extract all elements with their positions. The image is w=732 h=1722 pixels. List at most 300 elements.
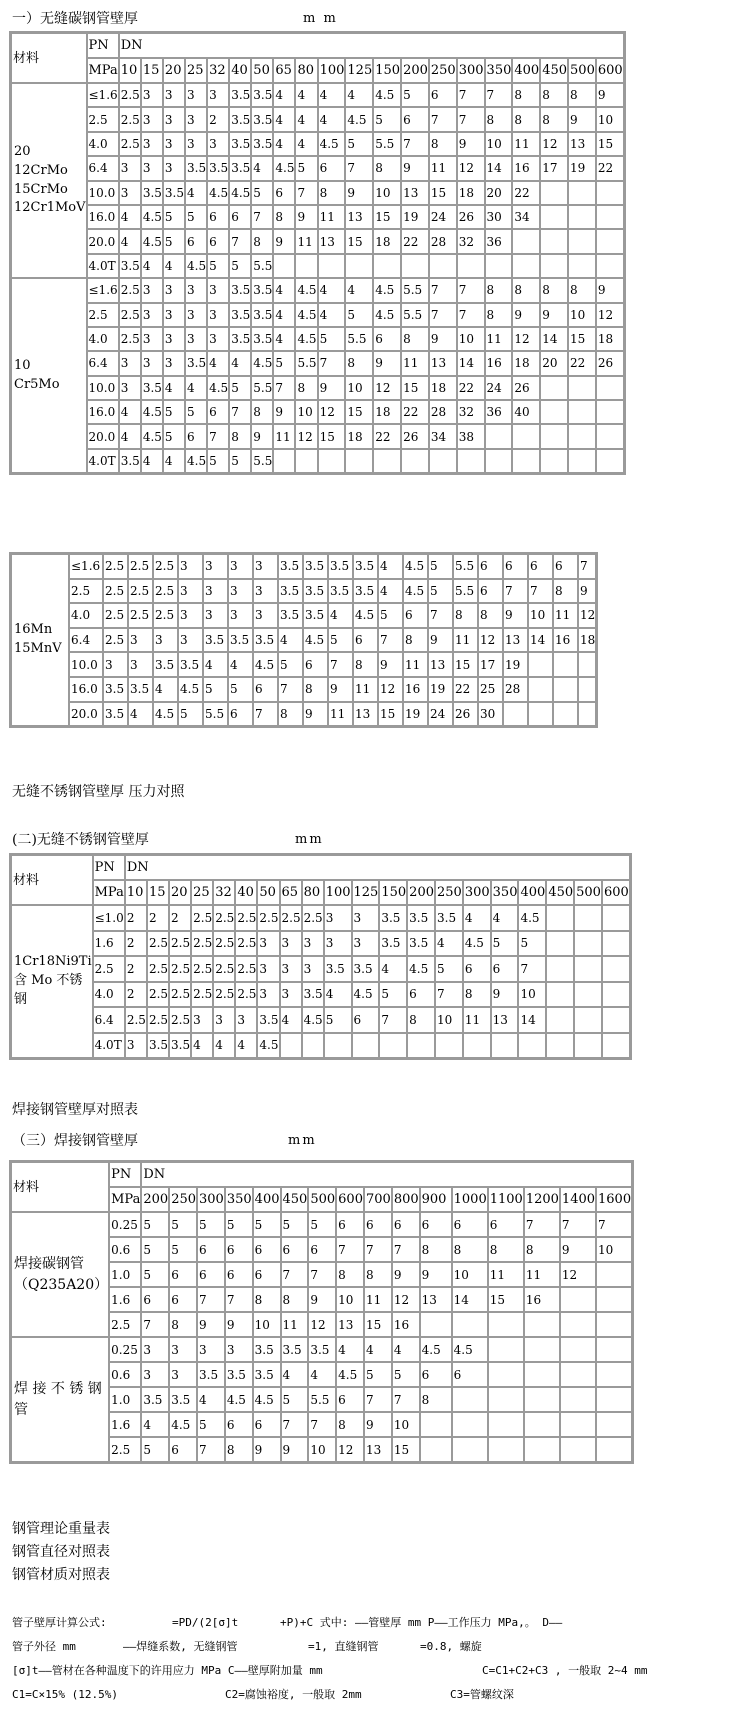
sec2-value-cell: 4 — [324, 982, 352, 1008]
sec1-g0-value-cell: 4.5 — [207, 181, 229, 205]
sec1b-pn-cell: 6.4 — [69, 628, 103, 653]
sec3-g1-value-cell: 8 — [420, 1387, 452, 1412]
sec3-g0-value-cell — [560, 1312, 596, 1337]
sec1-g0-value-cell: 15 — [596, 132, 624, 156]
sec1-dn-value: 15 — [141, 58, 163, 83]
sec2-value-cell: 4.5 — [302, 1007, 324, 1033]
sec3-g0-value-cell — [560, 1287, 596, 1312]
sec1b-value-cell: 6 — [503, 554, 528, 579]
sec1b-value-cell: 3 — [253, 554, 278, 579]
sec1b-value-cell: 3.5 — [353, 579, 378, 604]
sec1-g1-value-cell: 22 — [401, 400, 429, 424]
sec3-g1-value-cell: 5 — [197, 1412, 225, 1437]
sec2-value-cell: 2 — [125, 931, 147, 957]
sec3-g1-value-cell — [488, 1362, 524, 1387]
diameter-table-link[interactable]: 钢管直径对照表 — [12, 1544, 110, 1560]
sec1b-value-cell: 8 — [553, 579, 578, 604]
sec1b-value-cell: 6 — [478, 579, 503, 604]
sec3-dn-value: 500 — [308, 1187, 336, 1212]
sec1-g0-value-cell: 5.5 — [251, 254, 273, 278]
sec1-g0-value-cell: 36 — [485, 229, 513, 253]
sec2-dn-value: 25 — [191, 880, 213, 905]
sec1-g1-value-cell: 2.5 — [119, 278, 141, 302]
sec3-g1-value-cell: 5.5 — [308, 1387, 336, 1412]
sec3-g1-value-cell — [420, 1437, 452, 1462]
sec3-g0-value-cell: 6 — [197, 1237, 225, 1262]
sec3-g1-value-cell: 4 — [197, 1387, 225, 1412]
sec2-value-cell: 7 — [435, 982, 463, 1008]
sec1-g0-value-cell — [540, 205, 568, 229]
sec3-g1-value-cell — [560, 1437, 596, 1462]
sec1-g1-value-cell: 12 — [596, 303, 624, 327]
sec1-g0-value-cell: 4 — [273, 107, 295, 131]
sec1b-value-cell: 11 — [553, 603, 578, 628]
sec3-dn-value: 700 — [364, 1187, 392, 1212]
sec1-g1-value-cell: 32 — [457, 400, 485, 424]
sec1-g0-value-cell: 4.5 — [373, 83, 401, 107]
sec2-value-cell: 2.5 — [235, 931, 257, 957]
sec1-g1-value-cell: 3.5 — [229, 327, 251, 351]
sec1-g0-pn-cell: 4.0 — [87, 132, 119, 156]
sec1b-value-cell: 3 — [203, 579, 228, 604]
sec1-g0-value-cell: 3 — [163, 156, 185, 180]
sec1-g1-value-cell: 9 — [318, 376, 346, 400]
sec1-g1-value-cell — [568, 400, 596, 424]
sec1b-value-cell: 2.5 — [153, 603, 178, 628]
sec1b-value-cell: 19 — [503, 652, 528, 677]
sec1b-value-cell: 4.5 — [403, 554, 428, 579]
sec1-g0-value-cell: 4.5 — [273, 156, 295, 180]
sec1-g1-material-cell: 10 Cr5Mo — [11, 278, 87, 473]
sec3-g0-value-cell: 5 — [169, 1212, 197, 1237]
sec1-g1-value-cell: 4 — [273, 327, 295, 351]
sec2-value-cell: 2.5 — [169, 982, 191, 1008]
sec1-g0-value-cell: 9 — [273, 229, 295, 253]
sec2-value-cell: 3.5 — [435, 905, 463, 931]
sec1-g0-value-cell: 4.5 — [141, 229, 163, 253]
sec1-dn-value: 150 — [373, 58, 401, 83]
sec1-g0-pn-cell: ≤1.6 — [87, 83, 119, 107]
sec1b-value-cell: 15 — [453, 652, 478, 677]
sec1-g1-value-cell: 10 — [457, 327, 485, 351]
sec2-value-cell — [280, 1033, 302, 1059]
sec3-dn-value: 450 — [281, 1187, 309, 1212]
sec1-g1-value-cell: 4.5 — [185, 449, 207, 473]
table-row — [11, 603, 596, 628]
sec1b-value-cell: 19 — [403, 702, 428, 727]
sec3-g0-value-cell — [488, 1312, 524, 1337]
sec2-mpa-label: MPa — [93, 880, 125, 905]
stainless-steel-table — [9, 853, 632, 1060]
sec3-dn-value: 1000 — [452, 1187, 488, 1212]
sec1-g1-value-cell: 15 — [318, 424, 346, 448]
sec1b-value-cell: 6 — [403, 603, 428, 628]
sec3-g1-value-cell: 3 — [225, 1337, 253, 1362]
sec3-g1-value-cell — [452, 1387, 488, 1412]
sec1b-value-cell: 3 — [228, 603, 253, 628]
sec1-dn-label: DN — [119, 33, 624, 58]
sec3-g0-value-cell: 16 — [524, 1287, 560, 1312]
sec1-g1-value-cell: 4 — [273, 278, 295, 302]
sec1-g1-value-cell: 7 — [457, 278, 485, 302]
sec3-g1-pn-cell: 1.6 — [109, 1412, 141, 1437]
sec1-g1-value-cell: 4 — [207, 351, 229, 375]
formula-line3a: [σ]t——管材在各种温度下的许用应力 MPa C——壁厚附加量 mm — [12, 1664, 323, 1677]
sec3-g0-value-cell: 6 — [169, 1262, 197, 1287]
sec1-g0-value-cell: 20 — [485, 181, 513, 205]
table-row — [11, 400, 624, 424]
sec3-g1-value-cell — [524, 1412, 560, 1437]
sec1b-value-cell: 2.5 — [103, 628, 128, 653]
sec2-value-cell — [574, 1033, 602, 1059]
sec3-g0-value-cell: 6 — [336, 1212, 364, 1237]
sec1-g0-value-cell: 4 — [251, 156, 273, 180]
sec1-g1-value-cell: 4 — [163, 449, 185, 473]
sec2-value-cell — [546, 931, 574, 957]
sec3-g1-pn-cell: 2.5 — [109, 1437, 141, 1462]
sec2-value-cell: 7 — [379, 1007, 407, 1033]
sec2-value-cell: 2 — [147, 905, 169, 931]
sec3-g1-value-cell — [452, 1437, 488, 1462]
sec1-g0-value-cell: 3.5 — [207, 156, 229, 180]
sec2-value-cell — [407, 1033, 435, 1059]
sec1-g1-value-cell: 5.5 — [251, 449, 273, 473]
sec1-g0-value-cell: 3 — [119, 181, 141, 205]
sec1-g1-value-cell: 13 — [429, 351, 457, 375]
sec2-dn-value: 40 — [235, 880, 257, 905]
sec2-dn-label: DN — [125, 855, 630, 880]
sec1-g0-value-cell: 7 — [251, 205, 273, 229]
sec1-g0-value-cell: 2.5 — [119, 83, 141, 107]
sec3-g0-value-cell: 5 — [225, 1212, 253, 1237]
sec1b-value-cell: 4.5 — [178, 677, 203, 702]
sec1-g1-value-cell — [373, 449, 401, 473]
sec1-g1-value-cell: 5 — [185, 400, 207, 424]
sec1-g0-value-cell: 6 — [401, 107, 429, 131]
sec3-pn-label: PN — [109, 1162, 141, 1187]
sec1-g1-value-cell: 36 — [485, 400, 513, 424]
sec1-g0-value-cell: 8 — [273, 205, 295, 229]
sec1-g0-value-cell: 4.5 — [141, 205, 163, 229]
sec1-g0-value-cell: 3.5 — [251, 83, 273, 107]
sec2-material-label: 材料 — [11, 855, 93, 905]
sec1-g0-value-cell — [318, 254, 346, 278]
sec3-g0-value-cell: 8 — [524, 1237, 560, 1262]
sec2-value-cell: 2.5 — [213, 931, 235, 957]
sec3-g0-pn-cell: 0.25 — [109, 1212, 141, 1237]
stainless-pressure-link[interactable]: 无缝不锈钢管壁厚 压力对照 — [12, 784, 185, 800]
sec2-dn-value: 50 — [257, 880, 279, 905]
sec3-g1-value-cell — [596, 1362, 632, 1387]
sec1-g1-value-cell: 7 — [318, 351, 346, 375]
sec1-g1-value-cell: 3.5 — [251, 303, 273, 327]
sec1-g1-value-cell: 2.5 — [119, 327, 141, 351]
sec1-dn-value: 200 — [401, 58, 429, 83]
sec2-value-cell: 3 — [280, 982, 302, 1008]
sec1b-value-cell — [528, 702, 553, 727]
sec1-g0-value-cell: 5 — [207, 254, 229, 278]
sec3-dn-value: 1400 — [560, 1187, 596, 1212]
sec3-g1-value-cell — [524, 1437, 560, 1462]
sec2-value-cell: 3 — [352, 905, 380, 931]
sec1b-value-cell: 3 — [203, 603, 228, 628]
sec1-g0-value-cell: 2.5 — [119, 132, 141, 156]
sec3-g0-value-cell: 5 — [308, 1212, 336, 1237]
table-row — [11, 424, 624, 448]
sec2-dn-value: 10 — [125, 880, 147, 905]
sec2-value-cell — [574, 931, 602, 957]
sec1-g0-value-cell: 13 — [401, 181, 429, 205]
sec1-g0-value-cell: 6 — [229, 205, 251, 229]
sec1-g1-value-cell: 5.5 — [251, 376, 273, 400]
sec1-g1-value-cell: 4.5 — [295, 303, 317, 327]
sec2-value-cell: 3 — [257, 956, 279, 982]
sec1b-value-cell: 4 — [278, 628, 303, 653]
sec3-g0-value-cell: 9 — [225, 1312, 253, 1337]
sec1-g0-value-cell: 8 — [540, 83, 568, 107]
sec1-g1-value-cell — [512, 424, 540, 448]
sec1-g0-value-cell: 10 — [485, 132, 513, 156]
welded-pipe-link[interactable]: 焊接钢管壁厚对照表 — [12, 1102, 138, 1118]
sec1-g0-value-cell: 22 — [596, 156, 624, 180]
sec1b-value-cell — [553, 677, 578, 702]
sec2-value-cell: 6 — [352, 1007, 380, 1033]
sec1-g0-value-cell: 3 — [185, 83, 207, 107]
sec1-g1-value-cell: 4.5 — [295, 278, 317, 302]
sec3-g0-value-cell: 8 — [169, 1312, 197, 1337]
sec1-g0-value-cell — [596, 181, 624, 205]
sec1-g1-value-cell: 4.5 — [207, 376, 229, 400]
sec2-dn-value: 250 — [435, 880, 463, 905]
sec2-value-cell: 3.5 — [379, 931, 407, 957]
sec1-g0-value-cell: 3.5 — [251, 107, 273, 131]
sec1b-pn-cell: ≤1.6 — [69, 554, 103, 579]
weight-table-link[interactable]: 钢管理论重量表 — [12, 1521, 110, 1537]
sec3-g1-value-cell: 7 — [281, 1412, 309, 1437]
sec3-g0-value-cell: 9 — [420, 1262, 452, 1287]
sec2-value-cell — [379, 1033, 407, 1059]
sec1-g1-value-cell: 15 — [568, 327, 596, 351]
sec2-value-cell: 2.5 — [169, 931, 191, 957]
sec1-g1-value-cell: 18 — [596, 327, 624, 351]
sec3-g1-value-cell: 3 — [141, 1337, 169, 1362]
sec3-g1-value-cell — [560, 1412, 596, 1437]
sec1-g1-value-cell: 4 — [318, 303, 346, 327]
sec1b-value-cell: 7 — [378, 628, 403, 653]
sec1-g0-value-cell: 3 — [141, 83, 163, 107]
sec1-g1-value-cell: 10 — [295, 400, 317, 424]
sec1b-pn-cell: 20.0 — [69, 702, 103, 727]
sec2-value-cell: 3 — [302, 931, 324, 957]
sec2-value-cell: 3.5 — [352, 956, 380, 982]
sec1-g0-pn-cell: 4.0T — [87, 254, 119, 278]
sec1b-value-cell: 9 — [328, 677, 353, 702]
sec1-g0-value-cell: 13 — [318, 229, 346, 253]
sec2-value-cell: 4.5 — [352, 982, 380, 1008]
sec1b-value-cell: 7 — [328, 652, 353, 677]
sec1b-value-cell: 3 — [228, 579, 253, 604]
sec1b-value-cell: 9 — [578, 579, 596, 604]
sec1b-value-cell: 2.5 — [128, 554, 153, 579]
sec1-g1-value-cell: 7 — [429, 278, 457, 302]
sec3-dn-value: 350 — [225, 1187, 253, 1212]
sec1b-value-cell: 5.5 — [453, 554, 478, 579]
sec1-dn-value: 80 — [295, 58, 317, 83]
sec2-value-cell — [602, 1007, 630, 1033]
formula-line2c: =1, 直缝钢管 — [308, 1640, 379, 1653]
sec3-g0-value-cell: 5 — [169, 1237, 197, 1262]
sec2-value-cell: 5 — [518, 931, 546, 957]
sec2-value-cell: 2.5 — [191, 905, 213, 931]
sec1-g1-value-cell: 24 — [485, 376, 513, 400]
sec1-g0-value-cell: 32 — [457, 229, 485, 253]
sec2-value-cell: 2.5 — [235, 956, 257, 982]
sec3-g1-value-cell — [560, 1337, 596, 1362]
sec1-g1-value-cell: 5 — [163, 424, 185, 448]
formula-line1c: +P)+C 式中: ——管壁厚 mm P——工作压力 MPa,。 D—— — [280, 1616, 563, 1629]
material-table-link[interactable]: 钢管材质对照表 — [12, 1567, 110, 1583]
sec1-g1-value-cell: 8 — [345, 351, 373, 375]
header-row — [11, 880, 630, 905]
formula-line2d: =0.8, 螺旋 — [420, 1640, 482, 1653]
sec1-g0-value-cell — [540, 229, 568, 253]
sec1-g1-value-cell: 5.5 — [401, 303, 429, 327]
sec1-material-label: 材料 — [11, 33, 87, 83]
sec1-g1-value-cell: 3 — [185, 327, 207, 351]
table-row — [11, 449, 624, 473]
sec1b-value-cell: 5 — [428, 554, 453, 579]
sec2-value-cell: 2.5 — [213, 956, 235, 982]
sec3-g1-value-cell — [488, 1337, 524, 1362]
sec1-g1-pn-cell: 4.0T — [87, 449, 119, 473]
sec3-g0-material-cell: 焊接碳钢管（Q235A20） — [11, 1212, 109, 1337]
sec3-dn-value: 250 — [169, 1187, 197, 1212]
sec1-g0-value-cell — [512, 254, 540, 278]
sec3-g1-value-cell: 3 — [197, 1337, 225, 1362]
table-row — [11, 905, 630, 931]
sec1-g1-value-cell: 4.5 — [251, 351, 273, 375]
formula-line4a: C1=C×15% (12.5%) — [12, 1688, 118, 1701]
sec1-g1-value-cell: 3 — [141, 351, 163, 375]
sec2-dn-value: 350 — [491, 880, 519, 905]
sec3-g0-value-cell: 11 — [524, 1262, 560, 1287]
sec1-g1-pn-cell: 10.0 — [87, 376, 119, 400]
sec1b-value-cell — [553, 652, 578, 677]
sec2-value-cell — [574, 982, 602, 1008]
sec1-g1-value-cell: 22 — [373, 424, 401, 448]
sec1-g0-value-cell: 4 — [119, 205, 141, 229]
sec3-g0-value-cell: 6 — [420, 1212, 452, 1237]
sec1-g1-value-cell: 4 — [141, 449, 163, 473]
formula-line1b: =PD/(2[σ]t — [172, 1616, 239, 1629]
sec1-g1-value-cell: 8 — [251, 400, 273, 424]
sec3-g0-value-cell — [524, 1312, 560, 1337]
sec3-g0-pn-cell: 1.0 — [109, 1262, 141, 1287]
sec1-g1-value-cell: 3 — [141, 327, 163, 351]
sec2-value-cell — [574, 956, 602, 982]
sec1-g0-value-cell: 7 — [295, 181, 317, 205]
sec1-g0-value-cell: 17 — [540, 156, 568, 180]
table-row — [11, 327, 624, 351]
sec1b-value-cell: 3.5 — [203, 628, 228, 653]
sec3-g0-value-cell — [452, 1312, 488, 1337]
sec1-g1-value-cell: 4.5 — [141, 400, 163, 424]
sec2-value-cell: 9 — [491, 982, 519, 1008]
sec3-g0-value-cell: 10 — [596, 1237, 632, 1262]
table-row — [11, 702, 596, 727]
sec1-g0-value-cell: 30 — [485, 205, 513, 229]
sec1b-value-cell: 7 — [253, 702, 278, 727]
sec2-value-cell: 3.5 — [257, 1007, 279, 1033]
sec2-value-cell: 3.5 — [407, 931, 435, 957]
sec1-g0-value-cell: 6 — [207, 229, 229, 253]
sec1-g0-value-cell: 4.5 — [318, 132, 346, 156]
sec2-dn-value: 150 — [379, 880, 407, 905]
sec2-value-cell: 2 — [125, 956, 147, 982]
sec1-g0-value-cell: 3 — [119, 156, 141, 180]
sec1b-value-cell: 6 — [478, 554, 503, 579]
sec3-g1-value-cell: 6 — [336, 1387, 364, 1412]
sec1-g1-value-cell: 4 — [273, 303, 295, 327]
sec3-g0-value-cell: 5 — [141, 1262, 169, 1287]
sec1-g0-value-cell: 4 — [163, 254, 185, 278]
sec1-g1-value-cell — [540, 424, 568, 448]
sec1b-value-cell: 7 — [428, 603, 453, 628]
sec1-g1-value-cell: 7 — [207, 424, 229, 448]
sec3-g0-value-cell: 9 — [308, 1287, 336, 1312]
sec2-value-cell: 2.5 — [191, 931, 213, 957]
sec1-g1-value-cell: 18 — [373, 400, 401, 424]
sec3-g1-value-cell: 3.5 — [281, 1337, 309, 1362]
sec1-g1-value-cell — [568, 376, 596, 400]
sec1-g1-value-cell — [345, 449, 373, 473]
sec3-g1-value-cell: 4.5 — [452, 1337, 488, 1362]
sec1b-value-cell: 13 — [503, 628, 528, 653]
sec1-g1-value-cell: 9 — [373, 351, 401, 375]
formula-line2a: 管子外径 mm — [12, 1640, 76, 1653]
sec2-value-cell: 2.5 — [169, 1007, 191, 1033]
sec1-g0-value-cell: 8 — [540, 107, 568, 131]
sec1-g0-value-cell: 15 — [429, 181, 457, 205]
sec1b-value-cell: 4.5 — [403, 579, 428, 604]
sec1-g1-value-cell: 3 — [163, 351, 185, 375]
sec2-value-cell: 14 — [518, 1007, 546, 1033]
sec1-g1-value-cell — [457, 449, 485, 473]
sec1-g1-value-cell: 11 — [273, 424, 295, 448]
sec2-value-cell: 2 — [125, 982, 147, 1008]
sec3-g1-pn-cell: 0.6 — [109, 1362, 141, 1387]
sec1b-value-cell: 16 — [403, 677, 428, 702]
sec1b-value-cell: 8 — [453, 603, 478, 628]
sec1-g0-value-cell: 6 — [207, 205, 229, 229]
low-alloy-steel-table — [9, 552, 598, 728]
sec3-g0-value-cell: 11 — [364, 1287, 392, 1312]
sec1-g1-value-cell: 2.5 — [119, 303, 141, 327]
sec3-g1-value-cell: 6 — [225, 1412, 253, 1437]
sec1-g1-value-cell: 5.5 — [401, 278, 429, 302]
sec1-dn-value: 100 — [318, 58, 346, 83]
sec1b-value-cell: 3 — [178, 628, 203, 653]
section1-title: 一）无缝碳钢管壁厚 — [12, 11, 138, 27]
sec3-g0-value-cell: 7 — [308, 1262, 336, 1287]
sec1-g0-value-cell: 10 — [373, 181, 401, 205]
sec1b-value-cell: 2.5 — [128, 579, 153, 604]
sec1b-value-cell: 3.5 — [128, 677, 153, 702]
sec2-value-cell — [602, 956, 630, 982]
sec3-g0-value-cell: 5 — [253, 1212, 281, 1237]
sec2-value-cell: 3 — [257, 982, 279, 1008]
sec1-g0-value-cell: 4.5 — [229, 181, 251, 205]
